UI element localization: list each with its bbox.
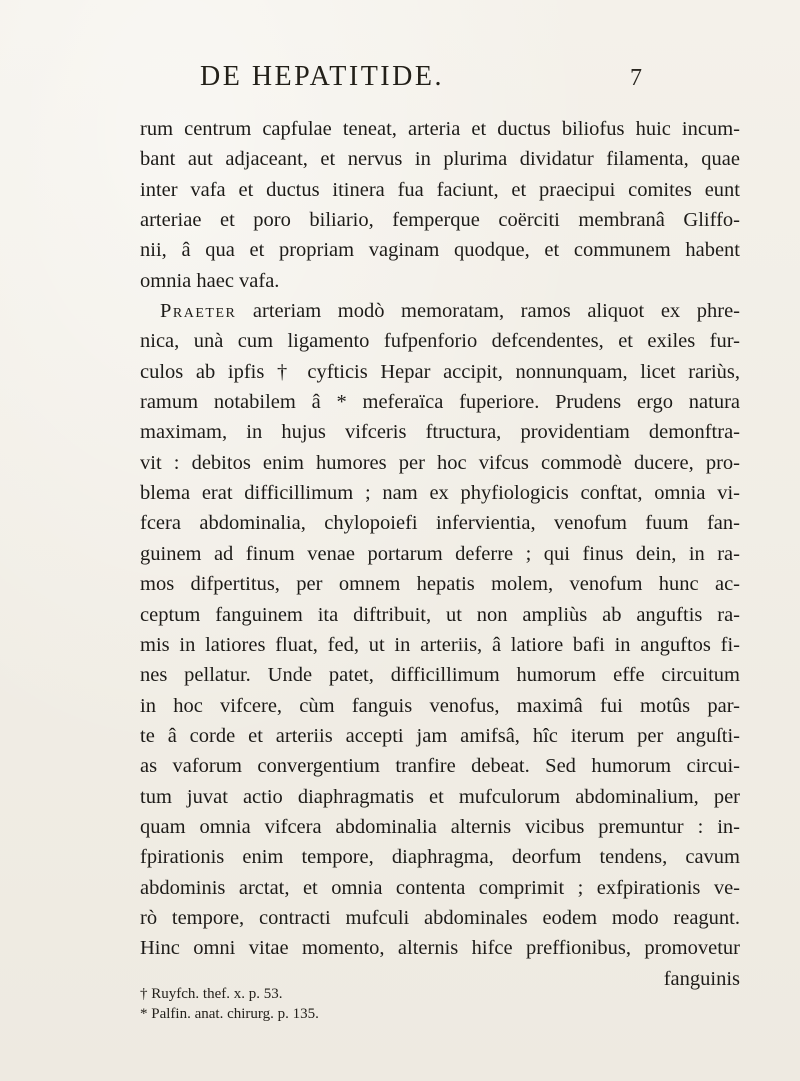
text-line: Hinc omni vitae momento, alternis hifce preffionibus, promovetur (140, 937, 740, 960)
text-line: arteriae et poro biliario, femperque coërciti membranâ Gliffo- (140, 209, 740, 232)
paragraph-initial-word: Praeter (160, 300, 237, 323)
footnote-ruysch: † Ruyfch. thef. x. p. 53. (140, 986, 283, 1002)
text-fragment: arteriam modò memoratam, ramos aliquot ex phre- (252, 300, 740, 323)
text-line: rò tempore, contracti mufculi abdominales eodem modo reagunt. (140, 906, 740, 929)
text-line: culos ab ipfis † cyfticis Hepar accipit, nonnunquam, licet rariùs, (140, 360, 740, 383)
text-line: blema erat difficillimum ; nam ex phyfiologicis conftat, omnia vi- (140, 482, 740, 505)
text-line: nes pellatur. Unde patet, difficillimum humorum effe circuitum (140, 664, 740, 687)
text-line: ramum notabilem â * meferaïca fuperiore. Prudens ergo natura (140, 391, 740, 414)
text-line: bant aut adjaceant, et nervus in plurima dividatur filamenta, quae (140, 148, 740, 171)
footnote-palfin: * Palfin. anat. chirurg. p. 135. (140, 1006, 319, 1022)
text-line: tum juvat actio diaphragmatis et mufculorum abdominalium, per (140, 785, 740, 808)
text-line: in hoc vifcere, cùm fanguis venofus, maximâ fui motûs par- (140, 694, 740, 717)
text-line: fpirationis enim tempore, diaphragma, deorfum tendens, cavum (140, 846, 740, 869)
text-line: abdominis arctat, et omnia contenta comprimit ; exfpirationis ve- (140, 876, 740, 899)
text-line: mis in latiores fluat, fed, ut in arteriis, â latiore bafi in anguftos fi- (140, 633, 740, 656)
page-header (180, 60, 680, 100)
text-line: vit : debitos enim humores per hoc vifcus commodè ducere, pro- (140, 451, 740, 474)
paragraph-start-line (140, 296, 740, 326)
catchword: fanguinis (663, 967, 740, 990)
text-line: ceptum fanguinem ita diftribuit, ut non ampliùs ab anguftis ra- (140, 603, 740, 626)
text-line: as vaforum convergentium tranfire debeat. Sed humorum circui- (140, 755, 740, 778)
text-line: mos difpertitus, per omnem hepatis molem, venofum hunc ac- (140, 573, 740, 596)
text-line: guinem ad finum venae portarum deferre ; qui finus dein, in ra- (140, 542, 740, 565)
text-line: inter vafa et ductus itinera fua faciunt, et praecipui comites eunt (140, 178, 740, 201)
text-line: quam omnia vifcera abdominalia alternis vicibus premuntur : in- (140, 815, 740, 838)
footnotes (140, 984, 560, 1024)
text-line: te â corde et arteriis accepti jam amifsâ, hîc iterum per anguſti- (140, 724, 740, 747)
running-head: DE HEPATITIDE. (200, 61, 444, 92)
text-line: rum centrum capfulae teneat, arteria et ductus biliofus huic incum- (140, 118, 740, 140)
text-line: nii, â qua et propriam vaginam quodque, et communem habent (140, 239, 740, 262)
main-text (140, 114, 740, 994)
text-line: fcera abdominalia, chylopoiefi infervientia, venofum fuum fan- (140, 512, 740, 535)
text-line: omnia haec vafa. (140, 269, 280, 292)
page-number: 7 (630, 65, 642, 91)
text-line: maximam, in hujus vifceris ftructura, providentiam demonftra- (140, 421, 740, 444)
text-line: nica, unà cum ligamento fufpenforio defcendentes, et exiles fur- (140, 330, 740, 353)
